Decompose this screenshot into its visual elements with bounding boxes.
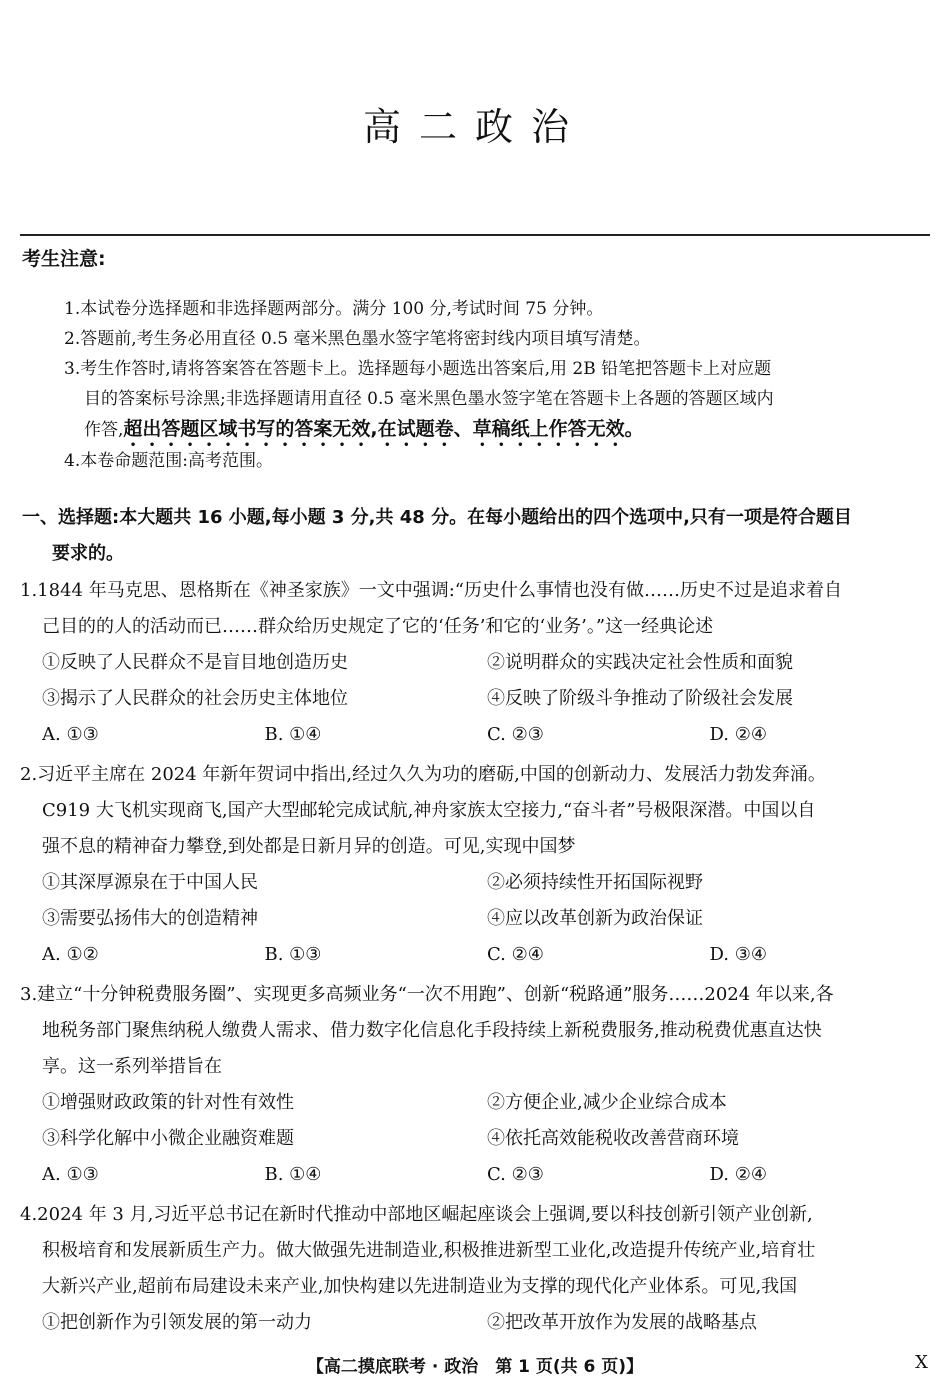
statement-option: ①把创新作为引领发展的第一动力 — [42, 1312, 312, 1333]
answer-choice-c: C. ②③ — [487, 724, 544, 745]
header-divider — [20, 234, 930, 236]
statement-option: ④应以改革创新为政治保证 — [487, 908, 703, 929]
question-2 — [20, 757, 932, 973]
question-stem-line: 4.2024 年 3 月,习近平总书记在新时代推动中部地区崛起座谈会上强调,要以科技创新引领产业创新, — [20, 1204, 813, 1225]
answer-choice-a: A. ①③ — [42, 1164, 99, 1185]
notice-item-3-line-2: 目的答案标号涂黑;非选择题请用直径 0.5 毫米黑色墨水签字笔在答题卡上各题的答题区域内 — [84, 389, 774, 409]
statement-option: ①增强财政政策的针对性有效性 — [42, 1092, 294, 1113]
question-stem-line: 大新兴产业,超前布局建设未来产业,加快构建以先进制造业为支撑的现代化产业体系。可见,我国 — [42, 1276, 798, 1297]
statement-option: ②说明群众的实践决定社会性质和面貌 — [487, 652, 793, 673]
page-title: 高二政治 — [362, 105, 587, 149]
statement-option: ②把改革开放作为发展的战略基点 — [487, 1312, 757, 1333]
question-stem-line: 积极培育和发展新质生产力。做大做强先进制造业,积极推进新型工业化,改造提升传统产业,培育壮 — [42, 1240, 816, 1261]
notice-heading: 考生注意: — [22, 248, 106, 270]
statement-option: ③科学化解中小微企业融资难题 — [42, 1128, 294, 1149]
answer-choice-b: B. ①④ — [264, 724, 322, 745]
statement-option: ④反映了阶级斗争推动了阶级社会发展 — [487, 688, 793, 709]
question-stem-line: C919 大飞机实现商飞,国产大型邮轮完成试航,神舟家族太空接力,“奋斗者”号极限深潜。中国以自 — [42, 800, 816, 821]
question-1 — [20, 573, 932, 753]
statement-option: ①其深厚源泉在于中国人民 — [42, 872, 258, 893]
section-heading-line-1: 一、选择题:本大题共 16 小题,每小题 3 分,共 48 分。在每小题给出的四个选项中,只有一项是符合题目 — [22, 507, 852, 528]
notice-item-1: 1.本试卷分选择题和非选择题两部分。满分 100 分,考试时间 75 分钟。 — [64, 299, 604, 319]
section-heading-line-2: 要求的。 — [52, 543, 124, 564]
notice-item-2: 2.答题前,考生务必用直径 0.5 毫米黑色墨水签字笔将密封线内项目填写清楚。 — [64, 329, 651, 349]
page-footer: 【高二摸底联考 · 政治 第 1 页(共 6 页)】 — [306, 1357, 644, 1377]
statement-option: ④依托高效能税收改善营商环境 — [487, 1128, 739, 1149]
question-stem-line: 地税务部门聚焦纳税人缴费人需求、借力数字化信息化手段持续上新税费服务,推动税费优惠直达快 — [42, 1020, 822, 1041]
statement-option: ②方便企业,减少企业综合成本 — [487, 1092, 727, 1113]
notice-item-3 — [64, 354, 934, 451]
answer-choice-d: D. ③④ — [709, 944, 768, 965]
notice-item-4: 4.本卷命题范围:高考范围。 — [64, 451, 273, 471]
question-stem-line: 己目的的人的活动而已……群众给历史规定了它的‘任务’和它的‘业务’。”这一经典论述 — [42, 616, 714, 637]
statement-option: ②必须持续性开拓国际视野 — [487, 872, 703, 893]
question-3 — [20, 977, 932, 1193]
section-heading — [22, 500, 932, 572]
notice-item-3-line-1: 3.考生作答时,请将答案答在答题卡上。选择题每小题选出答案后,用 2B 铅笔把答题卡上对应题 — [64, 359, 772, 379]
answer-choice-b: B. ①③ — [264, 944, 322, 965]
question-stem-line: 2.习近平主席在 2024 年新年贺词中指出,经过久久为功的磨砺,中国的创新动力、发展活力勃发奔涌。 — [20, 764, 826, 785]
statement-option: ③需要弘扬伟大的创造精神 — [42, 908, 258, 929]
notice-item-3-prefix: 作答, — [84, 420, 124, 440]
question-4 — [20, 1197, 932, 1341]
answer-choice-b: B. ①④ — [264, 1164, 322, 1185]
answer-choice-d: D. ②④ — [709, 724, 768, 745]
notice-emphasis-text: 超出答题区域书写的答案无效,在试题卷、草稿纸上作答无效。 — [123, 418, 644, 440]
footer-code: X — [915, 1352, 928, 1373]
answer-choice-a: A. ①③ — [42, 724, 99, 745]
question-stem-line: 享。这一系列举措旨在 — [42, 1056, 222, 1077]
answer-choice-c: C. ②④ — [487, 944, 544, 965]
statement-option: ①反映了人民群众不是盲目地创造历史 — [42, 652, 348, 673]
answer-choice-c: C. ②③ — [487, 1164, 544, 1185]
answer-choice-a: A. ①② — [42, 944, 99, 965]
answer-choice-d: D. ②④ — [709, 1164, 768, 1185]
question-stem-line: 强不息的精神奋力攀登,到处都是日新月异的创造。可见,实现中国梦 — [42, 836, 576, 857]
statement-option: ③揭示了人民群众的社会历史主体地位 — [42, 688, 348, 709]
question-stem-line: 3.建立“十分钟税费服务圈”、实现更多高频业务“一次不用跑”、创新“税路通”服务……2024 年以来,各 — [20, 984, 834, 1005]
question-stem-line: 1.1844 年马克思、恩格斯在《神圣家族》一文中强调:“历史什么事情也没有做……历史不过是追求着自 — [20, 580, 842, 601]
